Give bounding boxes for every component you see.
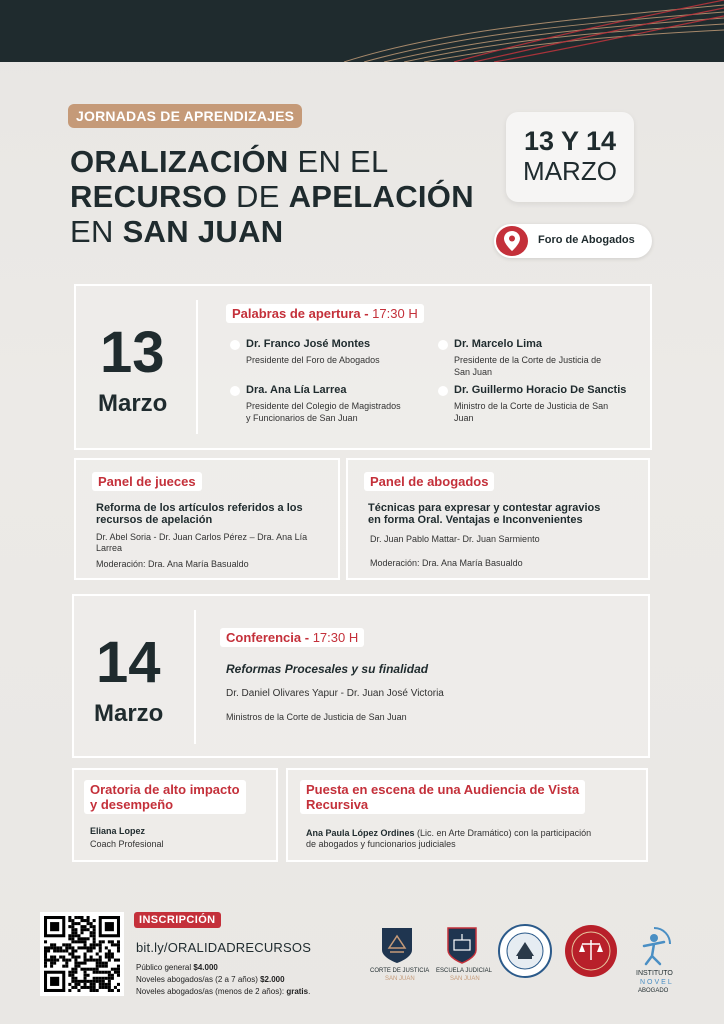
foro-abogados-seal-logo (564, 924, 618, 983)
panel-abogados-topic: Técnicas para expresar y contestar agravios en forma Oral. Ventajas e Inconvenientes (368, 502, 601, 526)
panel-abogados-people: Dr. Juan Pablo Mattar- Dr. Juan Sarmiento (370, 534, 540, 544)
novel-caption-3: ABOGADO (638, 988, 669, 994)
inscripcion-link[interactable]: bit.ly/ORALIDADRECURSOS (136, 940, 312, 955)
decorative-waves (304, 0, 724, 62)
panel-abogados-label: Panel de abogados (364, 472, 494, 491)
event-date-box (506, 112, 634, 202)
location-pin-icon (496, 226, 528, 256)
conference-speakers: Dr. Daniel Olivares Yapur - Dr. Juan José Victoria (226, 688, 444, 699)
bullet-icon (438, 340, 448, 350)
panel-jueces-label: Panel de jueces (92, 472, 202, 491)
corte-subcaption: SAN JUAN (385, 976, 415, 982)
bullet-icon (230, 386, 240, 396)
day14-card (72, 594, 650, 758)
event-badge: JORNADAS DE APRENDIZAJES (68, 104, 302, 128)
day13-number: 13 (100, 320, 165, 385)
oratoria-card (72, 768, 278, 862)
panel-abogados-moderation: Moderación: Dra. Ana María Basualdo (370, 558, 523, 568)
seal-icon (564, 924, 618, 978)
top-banner (0, 0, 724, 62)
conference-topic: Reformas Procesales y su finalidad (226, 662, 429, 676)
puesta-desc: Ana Paula López Ordines (Lic. en Arte Dramático) con la participación de abogados y funcionarios judiciales (306, 828, 592, 849)
conference-label: Conferencia - 17:30 H (220, 628, 364, 647)
puesta-label: Puesta en escena de una Audiencia de Vista Recursiva (300, 780, 585, 814)
escuela-subcaption: SAN JUAN (450, 976, 480, 982)
opening-label: Palabras de apertura - 17:30 H (226, 304, 424, 323)
bullet-icon (230, 340, 240, 350)
shield-icon (446, 926, 478, 964)
inscripcion-label: INSCRIPCIÓN (134, 912, 221, 928)
qr-code[interactable] (40, 912, 124, 996)
venue-name: Foro de Abogados (538, 234, 635, 246)
day13-month: Marzo (98, 390, 168, 417)
day13-card: 13 Marzo Palabras de apertura - 17:30 H Dr. Franco José Montes Presidente del Foro de Abogados Dr. Marcelo Lima Presidente de la Corte de Justicia de San Juan Dra. Ana Lía Larrea Presidente del Colegio de Magistrados y Funcionarios de San Juan Dr. Guillermo Horacio De Sanctis Ministro de la Corte de Justicia de San Juan (74, 284, 652, 450)
escuela-judicial-logo (446, 926, 478, 969)
page-title: ORALIZACIÓN EN EL RECURSO DE APELACIÓN EN SAN JUAN (70, 144, 474, 249)
price-general: Público general $4.000 (136, 963, 218, 972)
person-icon (634, 924, 674, 968)
conference-role: Ministros de la Corte de Justicia de San Juan (226, 712, 407, 722)
oratoria-name: Eliana Lopez (90, 826, 146, 836)
day14-month: Marzo (94, 700, 164, 727)
panel-jueces-card (74, 458, 340, 580)
corte-justicia-logo (380, 926, 414, 969)
divider (194, 610, 196, 744)
bullet-icon (438, 386, 448, 396)
panel-jueces-topic: Reforma de los artículos referidos a los recursos de apelación (96, 502, 303, 526)
day14-number: 14 (96, 630, 161, 695)
puesta-card (286, 768, 648, 862)
venue-badge (494, 224, 652, 258)
seal-icon (498, 924, 552, 978)
oratoria-label: Oratoria de alto impacto y desempeño (84, 780, 246, 814)
colegio-seal-logo (498, 924, 552, 983)
price-noveles-free: Noveles abogados/as (menos de 2 años): gratis. (136, 987, 311, 996)
novel-caption-1: INSTITUTO (636, 970, 673, 977)
corte-caption: CORTE DE JUSTICIA (370, 968, 430, 974)
shield-icon (380, 926, 414, 964)
oratoria-role: Coach Profesional (90, 839, 164, 849)
instituto-novel-logo (634, 924, 674, 973)
event-days: 13 Y 14 (523, 126, 617, 156)
panel-abogados-card (346, 458, 650, 580)
divider (196, 300, 198, 434)
panel-jueces-moderation: Moderación: Dra. Ana María Basualdo (96, 559, 249, 569)
qr-code-icon (44, 916, 120, 992)
panel-jueces-people: Dr. Abel Soria - Dr. Juan Carlos Pérez – Dra. Ana Lía Larrea (96, 532, 308, 553)
novel-caption-2: NOVEL (640, 979, 674, 986)
escuela-caption: ESCUELA JUDICIAL (436, 968, 493, 974)
event-month: MARZO (523, 156, 617, 186)
price-noveles: Noveles abogados/as (2 a 7 años) $2.000 (136, 975, 285, 984)
